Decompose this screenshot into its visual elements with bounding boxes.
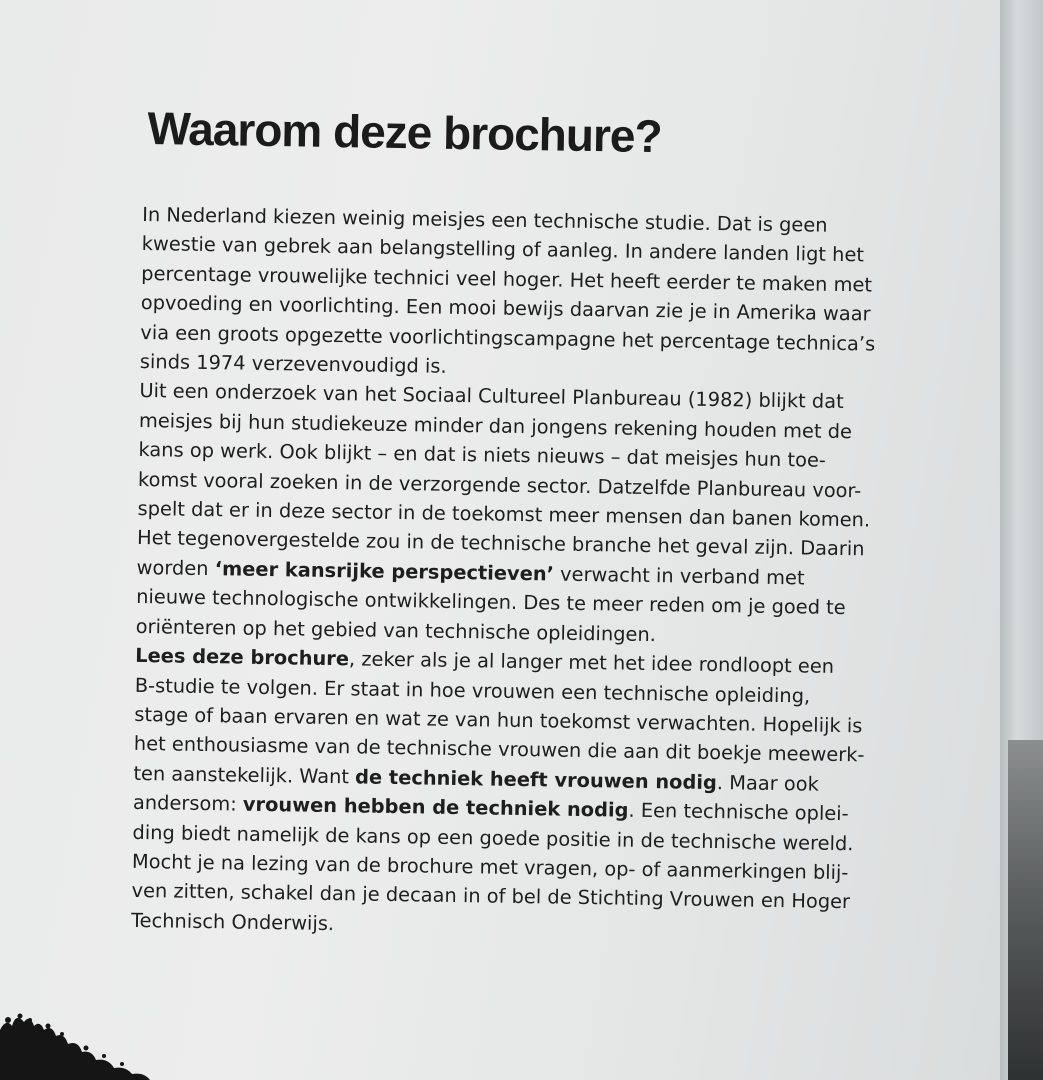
text-segment: ding biedt namelijk de kans op een goede positie in de technische wereld. (132, 820, 854, 855)
article (131, 100, 974, 948)
text-segment: oriënteren op het gebied van technische opleidingen. (135, 614, 657, 646)
text-segment: nieuwe technologische ontwikkelingen. Des te meer reden om je goed te (136, 585, 846, 620)
text-segment: Mocht je na lezing van de brochure met vragen, op- of aanmerkingen blij- (131, 849, 849, 885)
text-segment: via een groots opgezette voorlichtingscampagne het percentage technica’s (140, 320, 876, 356)
text-segment: kwestie van gebrek aan belangstelling of aanleg. In andere landen ligt het (141, 232, 865, 267)
bold-phrase: vrouwen hebben de techniek nodig (242, 792, 629, 822)
text-segment: andersom: (132, 791, 244, 816)
text-segment: meisjes bij hun studiekeuze minder dan jongens rekening houden met de (138, 408, 853, 444)
bold-phrase: de techniek heeft vrouwen nodig (354, 765, 718, 794)
text-segment: ten aanstekelijk. Want (133, 761, 356, 789)
text-segment: verwacht in verband met (553, 562, 805, 590)
text-segment: stage of baan ervaren en wat ze van hun toekomst verwachten. Hopelijk is (134, 702, 863, 738)
page-title: Waarom deze brochure? (147, 102, 662, 163)
text-segment: worden (136, 555, 215, 581)
text-segment: Het tegenovergestelde zou in de technische branche het geval zijn. Daarin (136, 526, 865, 561)
text-segment: Technisch Onderwijs. (130, 908, 335, 935)
text-segment: ven zitten, schakel dan je decaan in of bel de Stichting Vrouwen en Hoger (131, 879, 851, 914)
text-segment: B-studie te volgen. Er staat in hoe vrouwen een technische opleiding, (134, 673, 811, 708)
shrub-illustration (0, 1000, 160, 1080)
text-segment: percentage vrouwelijke technici veel hoger. Het heeft eerder te maken met (141, 261, 873, 297)
text-segment: het enthousiasme van de technische vrouwen die aan dit boekje meewerk- (133, 732, 865, 767)
bold-phrase: Lees deze brochure (135, 644, 350, 671)
text-segment: Uit een onderzoek van het Sociaal Cultureel Planbureau (1982) blijkt dat (139, 379, 844, 414)
text-segment: . Maar ook (716, 770, 819, 796)
text-segment: In Nederland kiezen weinig meisjes een technische studie. Dat is geen (142, 202, 828, 237)
text-segment: . Een technische oplei- (628, 798, 849, 826)
text-segment: sinds 1974 verzevenvoudigd is. (139, 350, 447, 378)
bold-phrase: ‘meer kansrijke perspectieven’ (214, 557, 555, 586)
text-segment: opvoeding en voorlichting. Een mooi bewijs daarvan zie je in Amerika waar (140, 291, 871, 326)
edge-photo-strip (1008, 740, 1043, 1080)
text-segment: , zeker als je al langer met het idee rondloopt een (348, 647, 835, 679)
text-segment: kans op werk. Ook blijkt – en dat is niets nieuws – dat meisjes hun toe- (138, 438, 827, 473)
body-text (131, 200, 972, 948)
text-segment: komst vooral zoeken in de verzorgende sector. Datzelfde Planbureau voor- (137, 467, 862, 502)
text-segment: spelt dat er in deze sector in de toekomst meer mensen dan banen komen. (137, 497, 871, 532)
